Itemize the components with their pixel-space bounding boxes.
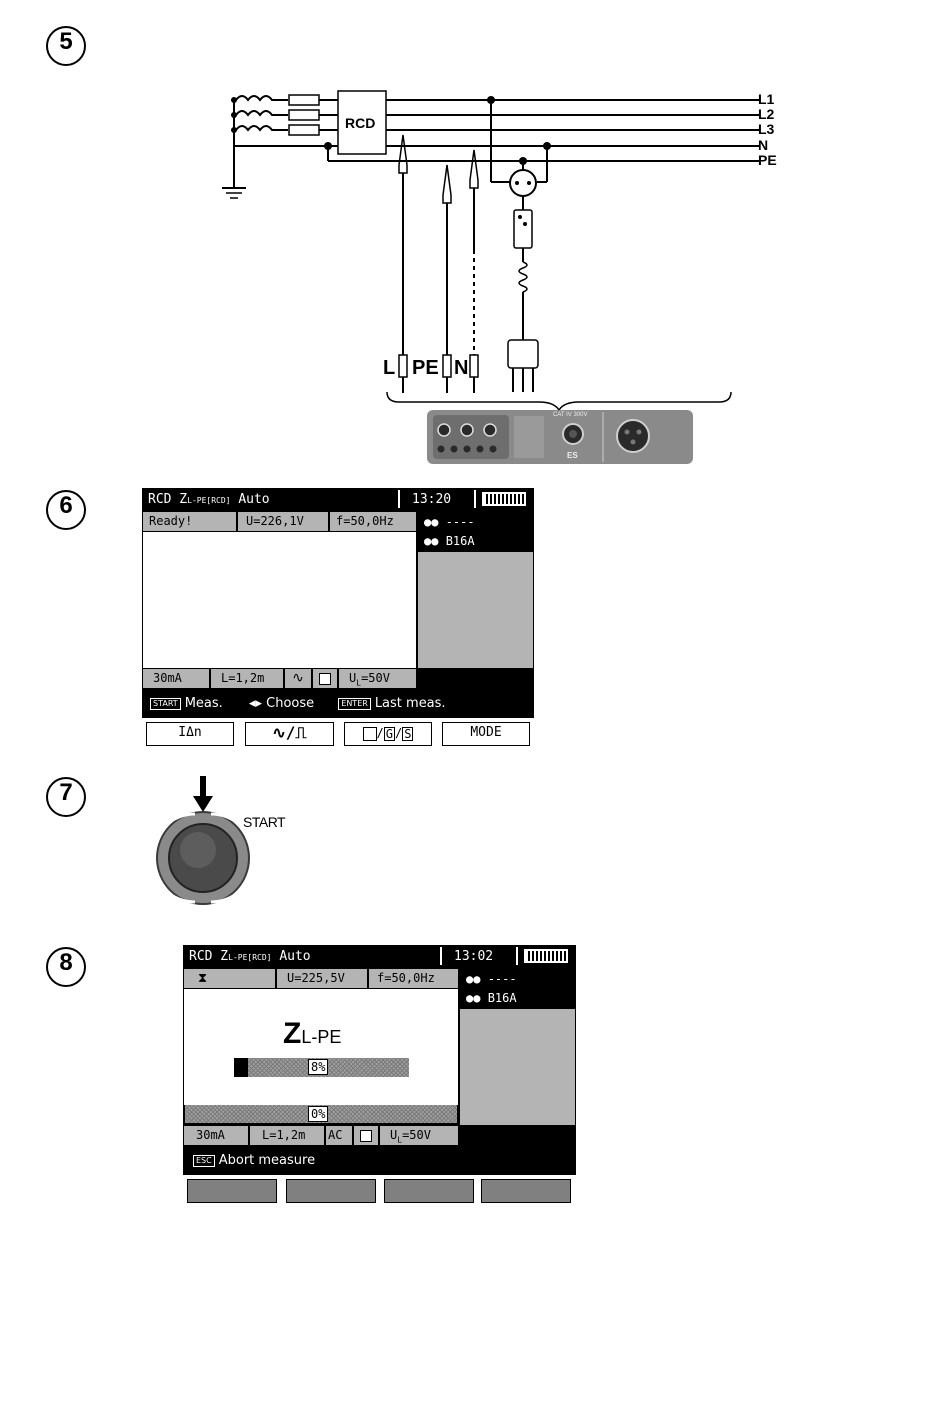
- wiring-diagram: [0, 0, 950, 470]
- ac-indicator: AC: [326, 1126, 352, 1145]
- clock-time: 13:02: [454, 949, 494, 964]
- measurement-title: ZL-PE: [283, 1017, 342, 1050]
- enter-key-icon: ENTER: [338, 698, 371, 710]
- probe-label-pe: PE: [412, 357, 439, 379]
- meter-screen-measuring: [183, 945, 576, 1207]
- clock-time: 13:20: [412, 492, 452, 507]
- lead-length: L=1,2m: [250, 1126, 324, 1145]
- status-text: Ready!: [143, 512, 236, 531]
- waveform-icon: ∿: [285, 669, 311, 688]
- voltage-readout: U=225,5V: [277, 969, 367, 988]
- progress-bottom-label: 0%: [308, 1106, 328, 1122]
- screen-title: RCD ZL-PE[RCD] Auto: [148, 492, 270, 507]
- line-label-pe: PE: [758, 152, 777, 168]
- start-label: START: [243, 814, 286, 830]
- progress-top-label: 8%: [308, 1059, 328, 1075]
- rcd-type-icon: [313, 669, 337, 688]
- softkey-1[interactable]: [187, 1179, 277, 1203]
- step-5-marker: 5: [46, 26, 86, 66]
- cat-rating-text: CAT IV 300V: [553, 412, 588, 418]
- battery-icon: [524, 949, 568, 963]
- side-row-1: ●● ----: [466, 972, 517, 986]
- step-7-marker: 7: [46, 777, 86, 817]
- ul-setting: $U_L=50V$: [380, 1126, 458, 1145]
- probe-label-n: N: [454, 357, 469, 379]
- start-key-icon: START: [150, 698, 181, 710]
- meter-panel: [427, 410, 693, 464]
- abort-hint: ESC Abort measure: [193, 1149, 315, 1173]
- softkey-3[interactable]: [384, 1179, 474, 1203]
- frequency-readout: f=50,0Hz: [369, 969, 458, 988]
- esc-key-icon: ESC: [193, 1155, 215, 1167]
- progress-bar-top: [234, 1058, 409, 1077]
- softkey-2[interactable]: [286, 1179, 376, 1203]
- mode-button[interactable]: MODE: [442, 722, 530, 746]
- hourglass-icon: ⧗: [184, 969, 275, 988]
- meter-screen-ready: [142, 488, 534, 750]
- battery-icon: [482, 492, 526, 506]
- softkey-4[interactable]: [481, 1179, 571, 1203]
- result-area: [143, 532, 416, 668]
- line-label-l2: L2: [758, 106, 775, 122]
- ian-button[interactable]: IΔn: [146, 722, 234, 746]
- rcd-type-button[interactable]: / G / S: [344, 722, 432, 746]
- hint-bar: START Meas. ◂▸ Choose ENTER Last meas.: [150, 692, 446, 716]
- side-panel: [418, 552, 533, 668]
- line-label-l1: L1: [758, 91, 775, 107]
- line-label-n: N: [758, 137, 769, 153]
- probe-label-l: L: [383, 357, 396, 379]
- es-socket-label: ES: [567, 451, 578, 460]
- screen-title: RCD ZL-PE[RCD] Auto: [189, 949, 311, 964]
- side-row-1: ●● ----: [424, 515, 475, 529]
- rcd-label: RCD: [345, 115, 376, 131]
- frequency-readout: f=50,0Hz: [330, 512, 416, 531]
- progress-bar-bottom: [185, 1105, 457, 1123]
- ul-setting: $U_L=50V$: [339, 669, 416, 688]
- step-8-marker: 8: [46, 947, 86, 987]
- current-setting: 30mA: [184, 1126, 248, 1145]
- step-6-marker: 6: [46, 490, 86, 530]
- side-row-2: ●● B16A: [424, 534, 475, 548]
- line-label-l3: L3: [758, 121, 775, 137]
- arrows-icon: ◂▸: [248, 696, 262, 711]
- lead-length: L=1,2m: [211, 669, 283, 688]
- rcd-type-icon: [354, 1126, 378, 1145]
- side-panel: [460, 1009, 575, 1125]
- start-button-illustration: [140, 770, 320, 910]
- waveform-button[interactable]: ∿/⎍: [245, 722, 334, 746]
- voltage-readout: U=226,1V: [238, 512, 328, 531]
- side-row-2: ●● B16A: [466, 991, 517, 1005]
- current-setting: 30mA: [143, 669, 209, 688]
